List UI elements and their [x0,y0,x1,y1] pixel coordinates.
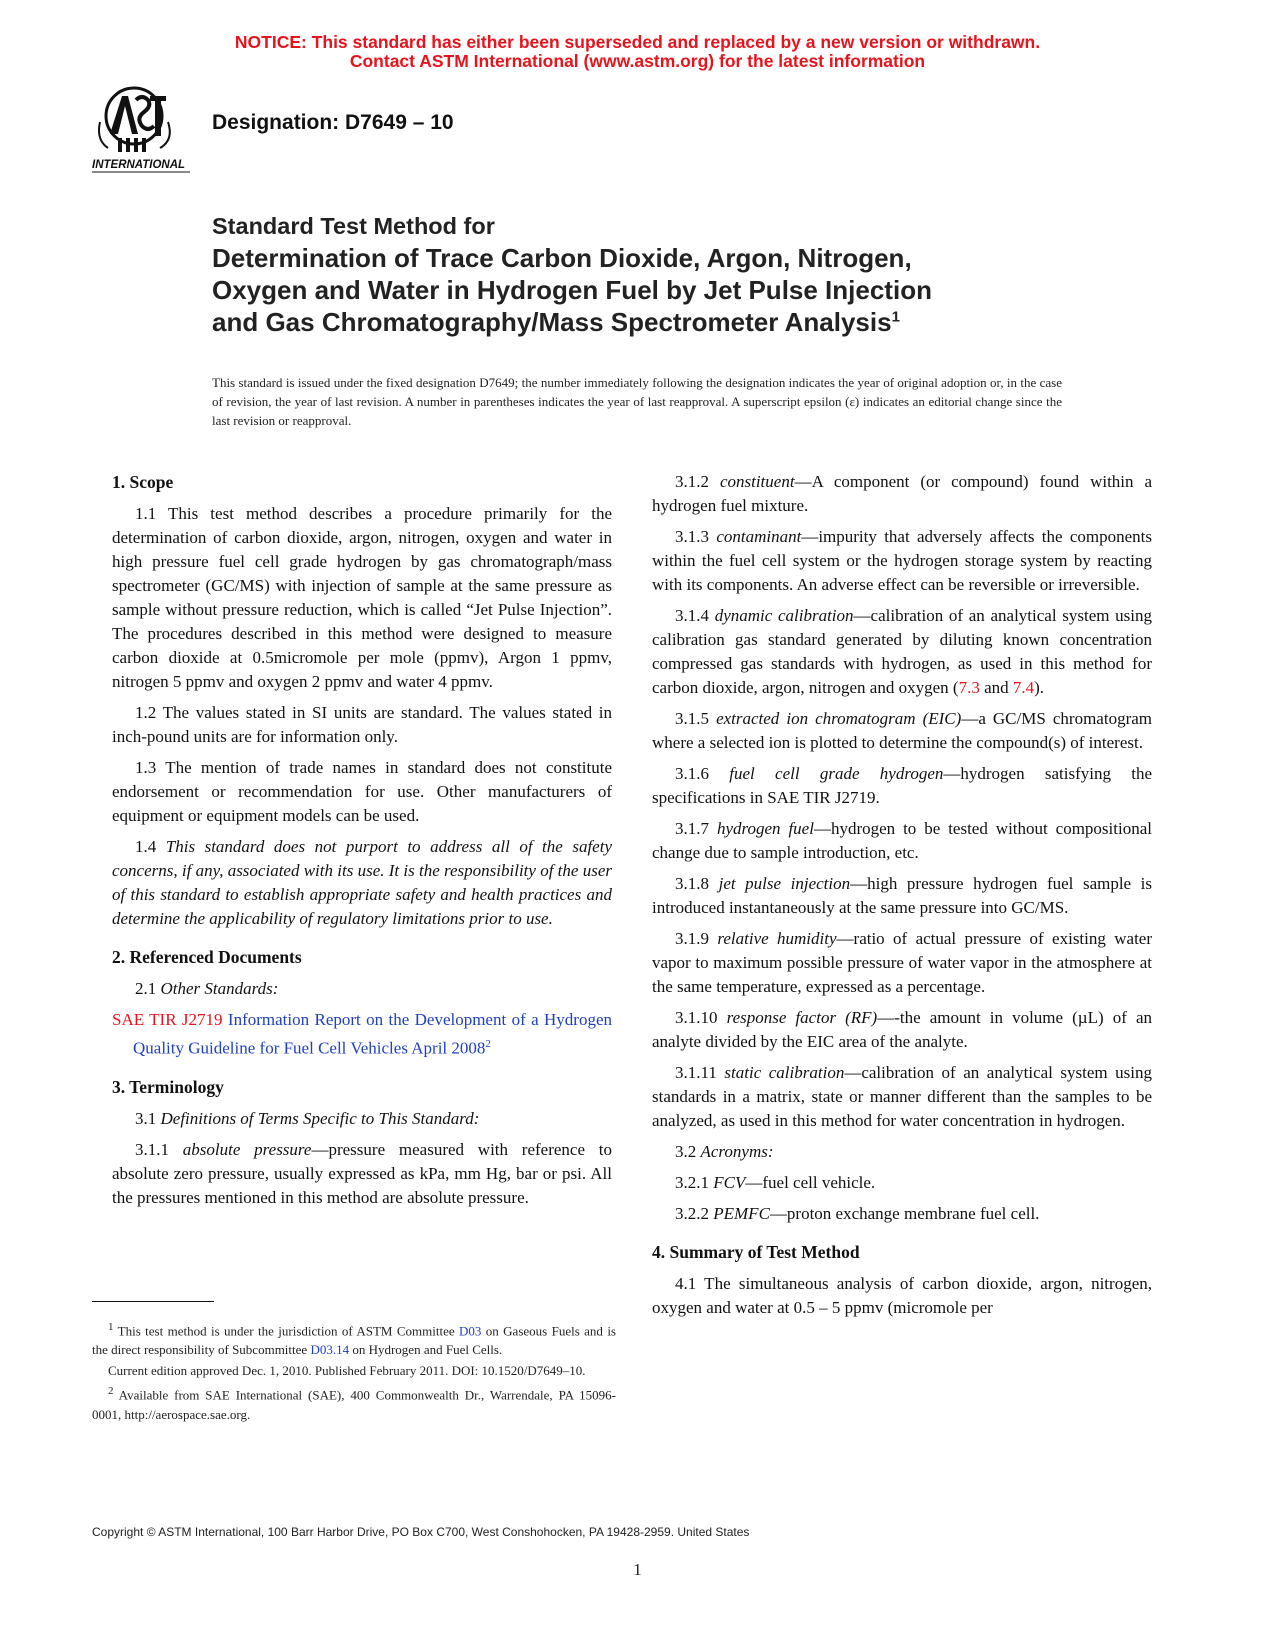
term-name: relative humidity [717,929,837,948]
para-3-2-number: 3.2 [675,1142,701,1161]
term-number: 3.1.1 [135,1139,183,1159]
term-definition: —proton exchange membrane fuel cell. [769,1204,1040,1223]
left-column [112,470,612,1217]
para-3-1-text: Definitions of Terms Specific to This Standard: [160,1108,480,1128]
title-line-1: Standard Test Method for [212,213,495,239]
subcommittee-d03-14-link[interactable]: D03.14 [310,1342,350,1358]
term-3-2-2 [652,1202,1152,1226]
term-number: 3.1.2 [675,472,720,491]
footnote-edition: Current edition approved Dec. 1, 2010. Published February 2011. DOI: 10.1520/D7649–10. [108,1363,586,1379]
para-1-4 [112,835,612,931]
footnote-1-text-c: on Hydrogen and Fuel Cells. [349,1342,503,1358]
para-1-1: 1.1 This test method describes a procedure primarily for the determination of carbon dioxide, argon, nitrogen, oxygen and water in high pressure fuel cell grade hydrogen by gas chromatograph/mass spectrometer (GC/MS) with injection of sample at the same pressure as sample without pressure reduction, which is called “Jet Pulse Injection”. The procedures described in this method were designed to measure carbon dioxide at 0.5micromole per mole (ppmv), Argon 1 ppmv, nitrogen 5 ppmv and oxygen 2 ppmv and water 4 ppmv. [112,504,612,691]
term-name: contaminant [716,527,802,546]
term-name: response factor (RF) [726,1008,878,1027]
term-name: constituent [719,472,795,491]
term-3-1-9 [652,927,1152,999]
title-line-4 [212,306,1112,338]
section-4-heading: 4. Summary of Test Method [652,1242,860,1262]
term-definition: —calibration of an analytical system using standards in a matrix, state or manner different than the samples to be analyzed, as used in this method for water concentration in hydrogen. [652,1063,1152,1130]
astm-logo [92,82,200,178]
copyright-line: Copyright © ASTM International, 100 Barr Harbor Drive, PO Box C700, West Conshohocken, PA 19428-2959. United States [92,1525,750,1539]
section-7-3-link[interactable]: 7.3 [958,678,980,697]
section-2-heading: 2. Referenced Documents [112,947,302,967]
document-title [212,210,1112,338]
term-definition: —hydrogen to be tested without compositional change due to sample introduction, etc. [652,819,1152,862]
term-3-1-7 [652,817,1152,865]
term-number: 3.1.9 [675,929,718,948]
term-number: 3.1.6 [675,764,730,783]
logo-text: INTERNATIONAL [92,159,186,171]
footnote-2-mark: 2 [108,1385,114,1398]
term-name: fuel cell grade hydrogen [729,764,944,783]
section-7-4-link[interactable]: 7.4 [1012,678,1035,697]
reference-code[interactable]: SAE TIR J2719 [112,1010,223,1029]
term-number: 3.1.10 [675,1008,727,1027]
term-number: 3.1.8 [675,874,719,893]
term-number: 3.1.3 [675,527,717,546]
term-name: PEMFC [713,1204,770,1223]
term-definition: —impurity that adversely affects the components within the fuel cell system or the hydrogen storage system by reacting with its components. An adverse effect can be reversible or irreversible. [652,527,1153,594]
footnote-2 [92,1382,616,1423]
term-3-1-1 [112,1138,612,1210]
footnote-2-text: Available from SAE International (SAE), 400 Commonwealth Dr., Warrendale, PA 15096-0001, http://aerospace.sae.org. [92,1387,616,1422]
term-definition: —high pressure hydrogen fuel sample is introduced instantaneously at the same pressure into GC/MS. [652,874,1153,917]
para-3-2-text: Acronyms: [700,1142,774,1161]
term-3-1-2 [652,470,1152,518]
term-definition: —pressure measured with reference to absolute zero pressure, usually expressed as kPa, mm Hg, bar or psi. All the pressures mentioned in this method are absolute pressure. [112,1139,613,1207]
term-3-2-1 [652,1171,1152,1195]
para-2-1-text: Other Standards: [160,979,279,998]
term-3-1-11 [652,1061,1152,1133]
term-number: 3.1.7 [675,819,717,838]
term-definition-and: and [979,678,1013,697]
footnote-rule [92,1301,214,1302]
para-3-2 [652,1140,1152,1164]
term-definition: —fuel cell vehicle. [745,1173,876,1192]
term-definition: —A component (or compound) found within a hydrogen fuel mixture. [652,472,1153,515]
term-number: 3.1.4 [675,606,715,625]
para-4-1: 4.1 The simultaneous analysis of carbon dioxide, argon, nitrogen, oxygen and water at 0.5 – 5 ppmv (micromole per [652,1274,1152,1317]
para-1-3: 1.3 The mention of trade names in standard does not constitute endorsement or recommendation for use. Other manufacturers of equipment or equipment models can be used. [112,758,612,825]
term-definition: —ratio of actual pressure of existing water vapor to maximum possible pressure of water vapor in the atmosphere at the same temperature, expressed as a percentage. [652,929,1152,996]
footnote-1-text-b: on Gaseous Fuels and is the direct responsibility of Subcommittee [92,1323,616,1358]
term-name: extracted ion chromatogram (EIC) [716,709,962,728]
term-definition: —a GC/MS chromatogram where a selected ion is plotted to determine the compound(s) of interest. [652,709,1152,752]
reference-title-link[interactable]: Information Report on the Development of a Hydrogen Quality Guideline for Fuel Cell Vehicles April 2008 [133,1010,612,1058]
term-definition: —-the amount in volume (µL) of an analyte divided by the EIC area of the analyte. [652,1008,1152,1051]
term-3-1-8 [652,872,1152,920]
term-number: 3.1.5 [675,709,717,728]
term-name: static calibration [724,1063,845,1082]
footnote-1 [92,1318,616,1359]
term-definition: —hydrogen satisfying the specifications in SAE TIR J2719. [652,764,1153,807]
term-name: jet pulse injection [718,874,851,893]
term-number: 3.2.2 [675,1204,714,1223]
designation: Designation: D7649 – 10 [212,111,454,134]
footnote-1-mark: 1 [108,1321,114,1333]
title-line-2: Determination of Trace Carbon Dioxide, Argon, Nitrogen, [212,243,912,273]
term-definition: —calibration of an analytical system using calibration gas standard generated by diluting known concentration compressed gas standards with hydrogen, as used in this method for carbon dioxide, argon, nitrogen and oxygen ( [652,606,1152,697]
term-3-1-10 [652,1006,1152,1054]
title-line-4-text: and Gas Chromatography/Mass Spectrometer Analysis [212,307,892,337]
page-number: 1 [633,1560,642,1579]
para-2-1-number: 2.1 [135,979,161,998]
term-definition-end: ). [1034,678,1045,697]
astm-logo-icon [92,82,200,178]
footnote-1-text-a: This test method is under the jurisdiction of ASTM Committee [113,1323,460,1339]
term-3-1-6 [652,762,1152,810]
para-2-1 [112,977,612,1001]
para-1-2: 1.2 The values stated in SI units are standard. The values stated in inch-pound units are for information only. [112,703,612,746]
notice-line-1: NOTICE: This standard has either been superseded and replaced by a new version or withdrawn. [234,32,1041,52]
footnotes [92,1318,616,1426]
term-name: dynamic calibration [714,606,854,625]
right-column [652,470,1152,1327]
para-1-4-number: 1.4 [135,837,166,856]
reference-footnote-ref[interactable]: 2 [485,1038,491,1050]
term-3-1-4 [652,604,1152,700]
section-3-heading: 3. Terminology [112,1076,224,1097]
term-3-1-5 [652,707,1152,755]
title-line-3: Oxygen and Water in Hydrogen Fuel by Jet Pulse Injection [212,275,932,305]
reference-sae-j2719[interactable] [112,1008,612,1061]
term-number: 3.2.1 [675,1173,714,1192]
committee-d03-link[interactable]: D03 [459,1323,482,1339]
section-1-heading: 1. Scope [112,472,174,492]
issuance-note: This standard is issued under the fixed designation D7649; the number immediately following the designation indicates the year of original adoption or, in the case of revision, the year of last revision. A number in parentheses indicates the year of last reapproval. A superscript epsilon (ε) indicates an editorial change since the last revision or reapproval. [212,375,1062,428]
term-name: hydrogen fuel [716,819,814,838]
notice-line-2: Contact ASTM International (www.astm.org) for the latest information [349,51,926,71]
term-3-1-3 [652,525,1152,597]
para-3-1 [112,1107,612,1131]
title-footnote-ref[interactable]: 1 [891,308,900,326]
para-3-1-number: 3.1 [135,1108,161,1128]
para-1-4-text: This standard does not purport to address all of the safety concerns, if any, associated with its use. It is the responsibility of the user of this standard to establish appropriate safety and health practices and determine the applicability of regulatory limitations prior to use. [112,837,612,928]
term-name: absolute pressure [182,1139,312,1159]
term-number: 3.1.11 [675,1063,725,1082]
withdrawal-notice [0,33,1275,71]
term-name: FCV [713,1173,746,1192]
